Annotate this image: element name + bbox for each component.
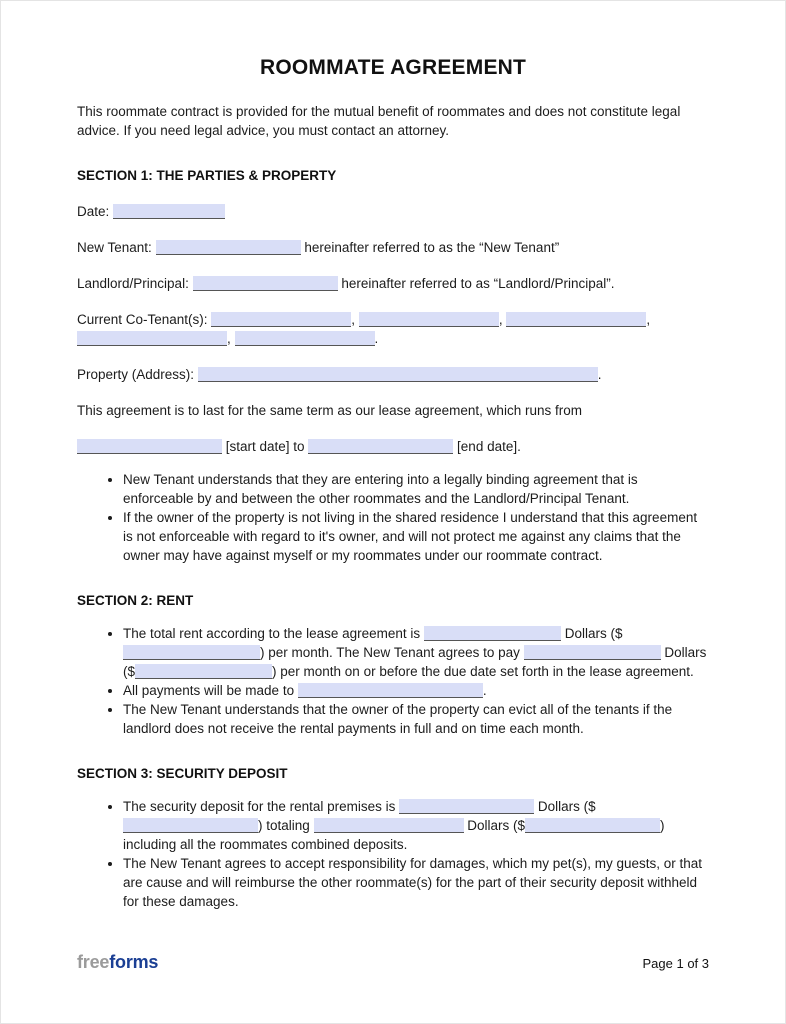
payments-text: . [482,683,487,698]
landlord-label: Landlord/Principal: [77,276,193,291]
tenant-rent-words-field[interactable] [524,645,661,660]
page-footer [77,952,709,973]
separator: , [227,331,235,346]
start-date-suffix: [start date] to [222,439,309,454]
intro-paragraph: This roommate contract is provided for the mutual benefit of roommates and does not constitute legal advice. If you need legal advice, you must contact an attorney. [77,104,681,138]
cotenant-field-1[interactable] [211,312,351,327]
separator: , [498,312,507,327]
deposit-text: ) including all the roommates combined deposits. [123,818,665,852]
bullet-item: • The New Tenant understands that the owner of the property can evict all of the tenants if the landlord does not receive the rental payments in full and on time each month. [123,700,709,738]
deposit-total-words-field[interactable] [314,818,464,833]
bullet-item: • If the owner of the property is not living in the shared residence I understand that this agreement is not enforceable with regard to it's owner, and will not protect me against any claims that the owner may have against myself or my roommates under our roommate contract. [123,508,709,565]
payments-text: All payments will be made to [123,683,298,698]
lease-dates-row [77,437,709,456]
new-tenant-label: New Tenant: [77,240,156,255]
deposit-text: The security deposit for the rental premises is [123,799,400,814]
freeforms-logo [77,952,158,972]
rent-text: The total rent according to the lease agreement is [123,626,424,641]
date-row [77,202,709,221]
rent-text: ) per month on or before the due date set forth in the lease agreement. [272,664,694,679]
section3-heading: SECTION 3: SECURITY DEPOSIT [77,766,288,781]
deposit-text: Dollars ($ [463,818,526,833]
section3-bullets [77,797,709,911]
section2-bullets [77,624,709,738]
logo-free-text: free [77,952,110,972]
section2-heading: SECTION 2: RENT [77,593,194,608]
deposit-words-field[interactable] [399,799,534,814]
rent-text: Dollars ($ [560,626,623,641]
separator: , [646,312,651,327]
total-rent-amount-field[interactable] [123,645,260,660]
landlord-suffix: hereinafter referred to as “Landlord/Principal”. [337,276,615,291]
bullet-item: • New Tenant understands that they are entering into a legally binding agreement that is enforceable by and between the other roommates and the Landlord/Principal Tenant. [123,470,709,508]
cotenants-label: Current Co-Tenant(s): [77,312,212,327]
section1-heading: SECTION 1: THE PARTIES & PROPERTY [77,168,337,183]
rent-text: Dollars ($ [123,645,707,679]
payments-payee-field[interactable] [298,683,483,698]
new-tenant-suffix: hereinafter referred to as the “New Tenant” [300,240,560,255]
new-tenant-row [77,238,709,257]
rent-text: ) per month. The New Tenant agrees to pay [260,645,524,660]
date-field[interactable] [113,204,225,219]
deposit-text: ) totaling [258,818,314,833]
bullet-item [123,624,709,681]
separator: . [374,331,379,346]
property-address-field[interactable] [198,367,598,382]
end-date-suffix: [end date]. [453,439,521,454]
deposit-amount-field[interactable] [123,818,258,833]
total-rent-words-field[interactable] [424,626,561,641]
section1-bullets [77,470,709,565]
date-label: Date: [77,204,114,219]
term-paragraph: This agreement is to last for the same term as our lease agreement, which runs from [77,403,582,418]
landlord-row [77,274,709,293]
property-label: Property (Address): [77,367,198,382]
separator: , [351,312,359,327]
end-date-field[interactable] [308,439,453,454]
start-date-field[interactable] [77,439,222,454]
separator: . [597,367,602,382]
cotenants-row [77,310,709,348]
bullet-item [123,681,709,700]
cotenant-field-2[interactable] [359,312,499,327]
page-indicator: Page 1 of 3 [642,956,709,971]
cotenant-field-4[interactable] [77,331,227,346]
bullet-item [123,797,709,854]
property-row [77,365,709,384]
cotenant-field-5[interactable] [235,331,375,346]
page-title: ROOMMATE AGREEMENT [259,56,527,79]
landlord-field[interactable] [193,276,338,291]
bullet-item: • The New Tenant agrees to accept responsibility for damages, which my pet(s), my guests, or that are cause and will reimburse the other roommate(s) for the part of their security deposit withheld for these damages. [123,854,709,911]
deposit-total-amount-field[interactable] [525,818,660,833]
tenant-rent-amount-field[interactable] [135,664,272,679]
cotenant-field-3[interactable] [506,312,646,327]
deposit-text: Dollars ($ [534,799,596,814]
new-tenant-field[interactable] [156,240,301,255]
logo-forms-text: forms [109,952,159,972]
